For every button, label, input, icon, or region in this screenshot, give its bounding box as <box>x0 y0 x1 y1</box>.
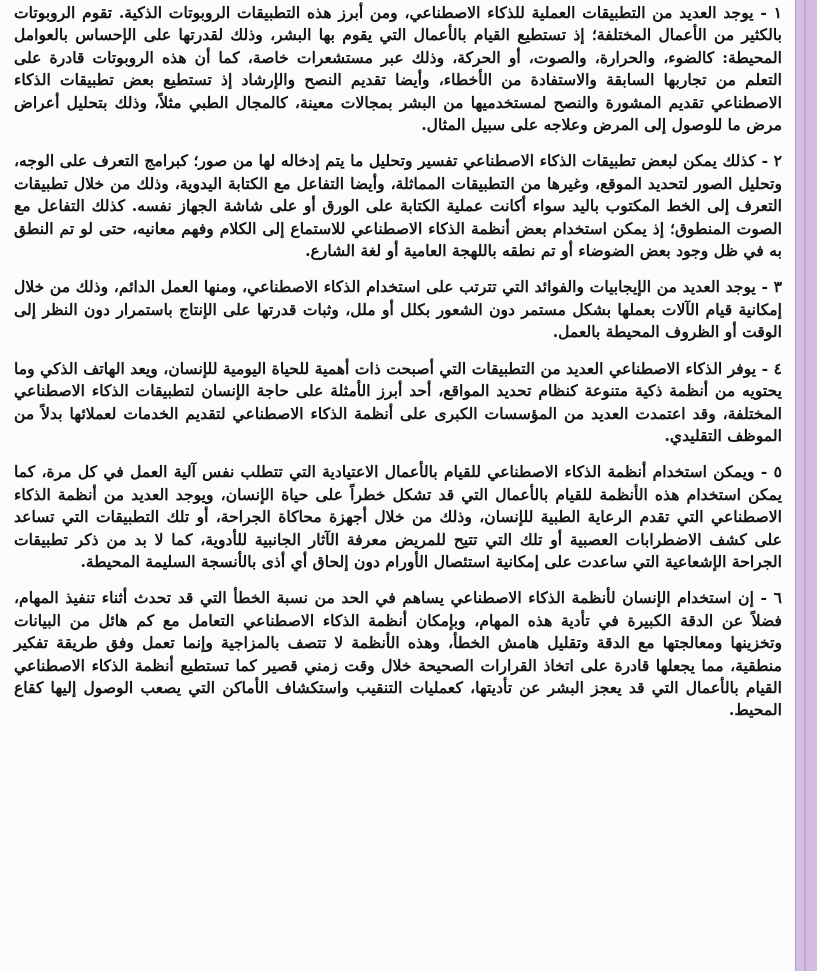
document-body <box>14 2 782 722</box>
page-edge-line <box>804 0 806 971</box>
paragraph-2 <box>14 150 782 262</box>
paragraph-number: ٣ - <box>755 277 782 297</box>
paragraph-text: ويمكن استخدام أنظمة الذكاء الاصطناعي للقيام بالأعمال الاعتيادية التي تتطلب نفس آلية العمل في كل مرة، كما يمكن استخدام هذه الأنظمة للقيام بالأعمال التي قد تشكل خطراً على حياة الإنسان، ويوجد العديد من أنظمة الذكاء الاصطناعي التي تقدم الرعاية الطبية للإنسان، وذلك من خلال أجهزة محاكاة الجراحة، أو تلك التطبيقات التي تساعد على كشف الاضطرابات العصبية أو تلك التي تتيح للمريض معرفة الآثار الجانبية للأدوية، كما لا بد من ذكر تطبيقات الجراحة الإشعاعية التي ساعدت على إمكانية استئصال الأورام دون إلحاق أي أذى بالأنسجة السليمة المحيطة. <box>14 462 782 571</box>
paragraph-text: يوجد العديد من التطبيقات العملية للذكاء الاصطناعي، ومن أبرز هذه التطبيقات الروبوتات الذكية. تقوم الروبوتات بالكثير من الأعمال المختلفة؛ إذ تستطيع القيام بالأعمال التي يقوم بها البشر، وذلك لقدرتها على الإحساس بالعوامل المحيطة: كالضوء، والحرارة، والصوت، أو الحركة، وذلك عبر مستشعرات خاصة، كما أن هذه الروبوتات قادرة على التعلم من تجاربها السابقة والاستفادة من الأخطاء، وأيضا تقديم النصح والإرشاد إذ تستطيع بعض تطبيقات الذكاء الاصطناعي تقديم المشورة والنصح لمستخدميها من البشر بمجالات معينة، كالمجال الطبي مثلاً، وذلك بتحليل أعراض مرض ما للوصول إلى المرض وعلاجه على سبيل المثال. <box>14 3 782 135</box>
paragraph-number: ٤ - <box>756 358 782 378</box>
paragraph-1 <box>14 2 782 136</box>
paragraph-5 <box>14 461 782 573</box>
paragraph-3 <box>14 276 782 343</box>
paragraph-text: يوفر الذكاء الاصطناعي العديد من التطبيقات التي أصبحت ذات أهمية للحياة اليومية للإنسان، ويعد الهاتف الذكي وما يحتويه من أنظمة ذكية متنوعة كنظام تحديد المواقع، أحد أبرز الأمثلة على حاجة الإنسان لتطبيقات الذكاء الاصطناعي المختلفة، وقد اعتمدت العديد من المؤسسات الكبرى على أنظمة الذكاء الاصطناعي لتقديم الخدمات لعملائها بدلاً من الموظف التقليدي. <box>14 358 782 445</box>
paragraph-number: ٦ - <box>753 588 782 608</box>
page-edge-strip <box>795 0 817 971</box>
paragraph-number: ٥ - <box>754 462 782 482</box>
paragraph-number: ١ - <box>753 3 782 22</box>
paragraph-text: إن استخدام الإنسان لأنظمة الذكاء الاصطناعي يساهم في الحد من نسبة الخطأ التي قد تحدث أثناء تنفيذ المهام، فضلاً عن الدقة الكبيرة في تأدية هذه المهام، وبإمكان أنظمة الذكاء الاصطناعي التعامل مع كم هائل من البيانات وتخزينها ومعالجتها مع الدقة وتقليل هامش الخطأ، وهذه الأنظمة لا تتصف بالمزاجية وإنما تعمل وفق طريقة تفكير منطقية، مما يجعلها قادرة على اتخاذ القرارات الصحيحة خلال وقت زمني قصير كما تستطيع أنظمة الذكاء الاصطناعي القيام بالأعمال التي قد يعجز البشر عن تأديتها، كعمليات التنقيب واستكشاف الأماكن التي يصعب الوصول إليها كقاع المحيط. <box>14 588 782 720</box>
paragraph-6 <box>14 587 782 721</box>
paragraph-text: يوجد العديد من الإيجابيات والفوائد التي تترتب على استخدام الذكاء الاصطناعي، ومنها العمل الدائم، وذلك من خلال إمكانية قيام الآلات بعملها بشكل مستمر دون الشعور بكلل أو ملل، وثبات قدرتها على الإنتاج باستمرار دون النظر إلى الوقت أو الظروف المحيطة بالعمل. <box>14 277 782 342</box>
paragraph-number: ٢ - <box>756 151 782 171</box>
paragraph-4 <box>14 358 782 448</box>
paragraph-text: كذلك يمكن لبعض تطبيقات الذكاء الاصطناعي تفسير وتحليل ما يتم إدخاله لها من صور؛ كبرامج التعرف على الوجه، وتحليل الصور لتحديد الموقع، وغيرها من التطبيقات المماثلة، وأيضا التفاعل مع الكتابة اليدوية، وذلك من خلال تطبيقات التعرف إلى الخط المكتوب باليد سواء أكانت عملية الكتابة على الورق أو على شاشة الجهاز نفسه. كذلك التفاعل مع الصوت المنطوق؛ إذ يمكن استخدام بعض أنظمة الذكاء الاصطناعي للاستماع إلى الكلام وفهم معانيه، حتى لو تم النطق به في ظل وجود بعض الضوضاء أو تم نطقه باللهجة العامية أو لغة الشارع. <box>14 151 782 261</box>
